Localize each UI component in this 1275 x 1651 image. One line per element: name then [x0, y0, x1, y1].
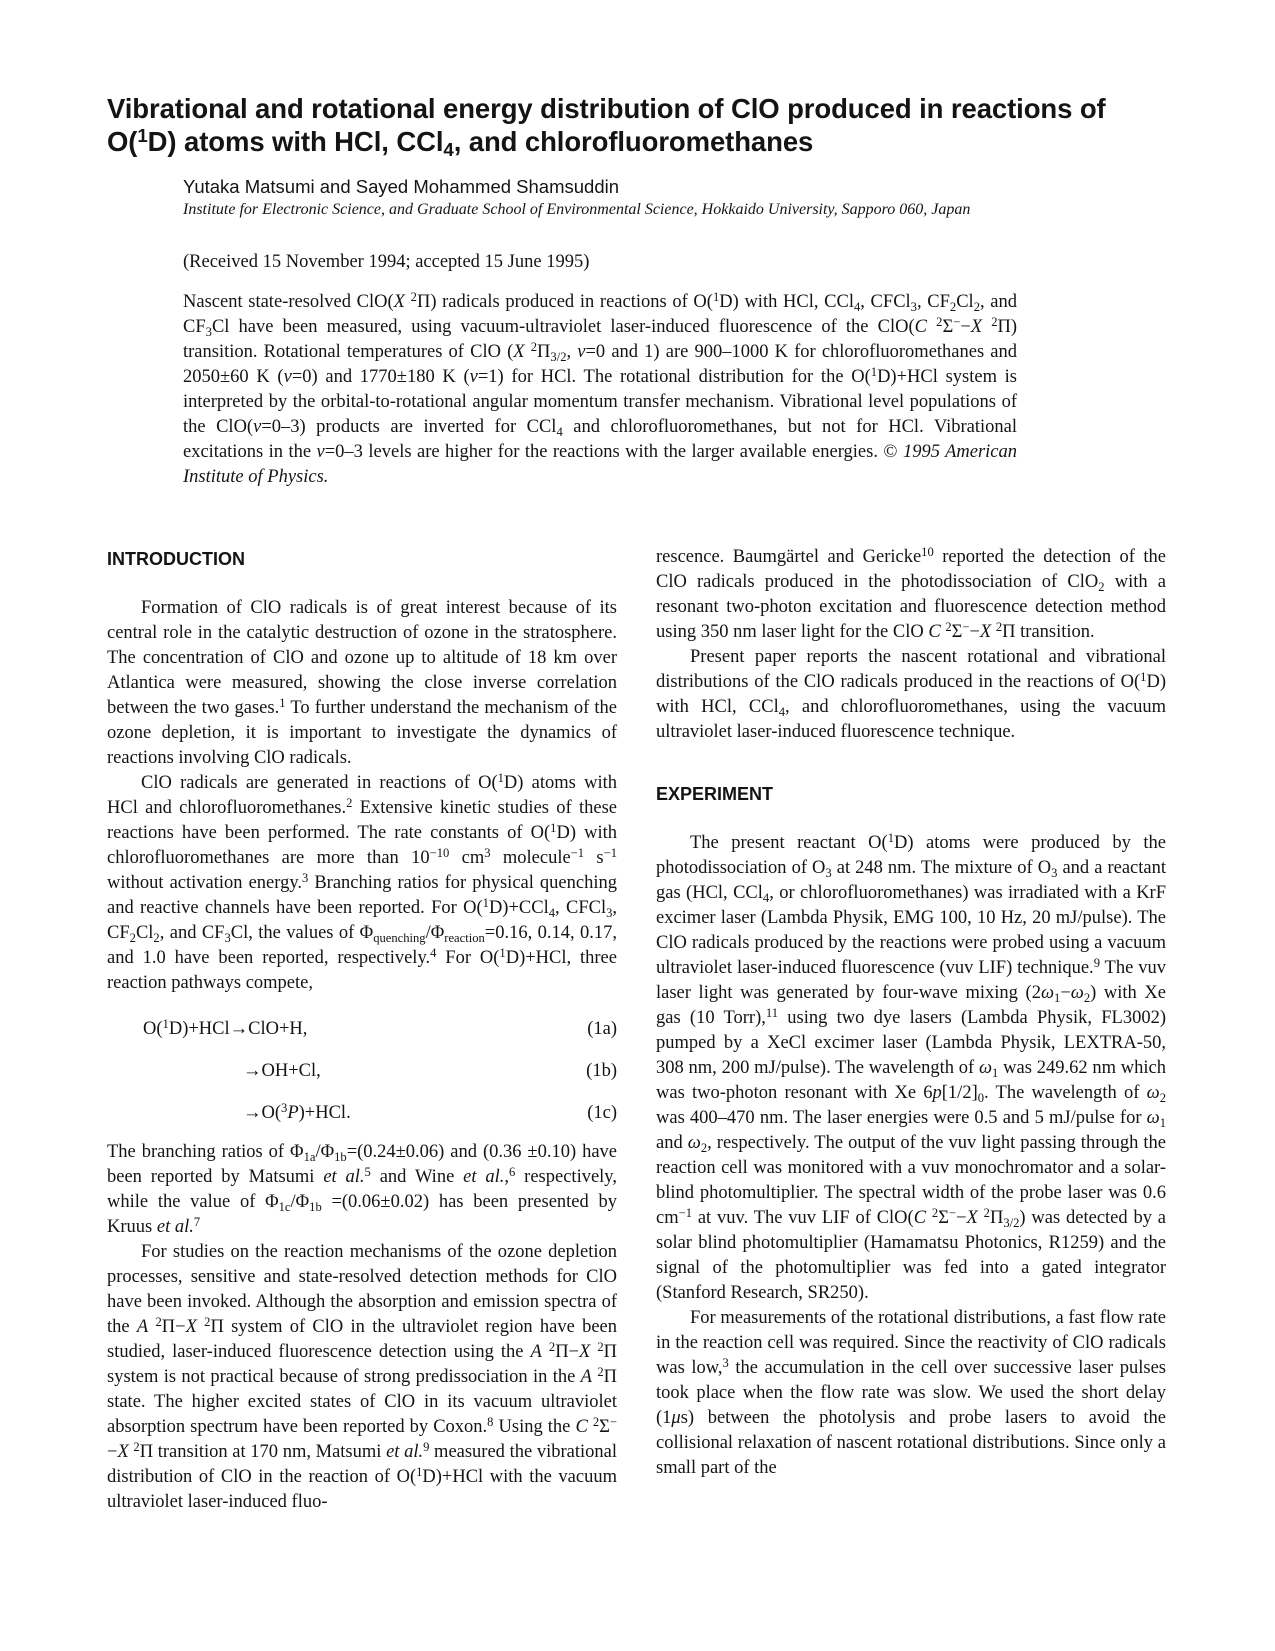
paragraph: For measurements of the rotational distributions, a fast flow rate in the reaction cell was required. Since the reactivity of ClO radicals was low,$^3$ the accumulation in the cell over successive laser pulses took place when the flow rate was slow. We used the short delay (1μs) between the photolysis and probe lasers to avoid the collisional relaxation of nascent rotational distributions. Since only a small part of the — [656, 1308, 1166, 1478]
paragraph: The branching ratios of $\Phi_{1a}/\Phi_{1b}=(0.24\pm 0.06)$ and (0.36 ±0.10) have been reported by Matsumi et al.$^5$ and Wine et al.,$^6$ respectively, while the value of $\Phi_{1c}/\Phi_{1b} =(0.06\pm 0.02)$ has been presented by Kruus et al.$^7$ — [107, 1142, 617, 1237]
section-heading-experiment: EXPERIMENT — [656, 784, 774, 804]
section-heading-introduction: INTRODUCTION — [107, 549, 245, 569]
paragraph: For studies on the reaction mechanisms of the ozone depletion processes, sensitive and state-resolved detection methods for ClO have been invoked. Although the absorption and emission spectra of the A $^2$Π−X $^2$Π system of ClO in the ultraviolet region have been studied, laser-induced fluorescence detection using the A $^2$Π−X $^2$Π system is not practical because of strong predissociation in the A $^2$Π state. The higher excited states of ClO in its vacuum ultraviolet absorption spectrum have been reported by Coxon.$^8$ Using the C $^2$Σ−−X $^2$Π transition at 170 nm, Matsumi et al.$^9$ measured the vibrational distribution of ClO in the reaction of O($^1$D)+HCl with the vacuum ultraviolet laser-induced fluo- — [107, 1242, 618, 1512]
equation-1b: →OH+Cl, (1b) — [243, 1061, 617, 1081]
paragraph: Present paper reports the nascent rotational and vibrational distributions of the ClO radicals produced in the reactions of O($^1$D) with HCl, CCl$_4$, and chlorofluoromethanes, using the vacuum ultraviolet laser-induced fluorescence technique. — [656, 647, 1166, 742]
paper-title: Vibrational and rotational energy distribution of ClO produced in reactions of O($^1$D) atoms with HCl, CCl$_4$, and chlorofluoromethanes — [107, 93, 1106, 161]
left-column — [107, 548, 617, 1515]
paragraph: ClO radicals are generated in reactions of O($^1$D) atoms with HCl and chlorofluoromethanes.$^2$ Extensive kinetic studies of these reactions have been performed. The rate constants of O($^1$D) with chlorofluoromethanes are more than $10^{-10}$ $cm^3$ molecule$^{-1}$ $s^{-1}$ without activation energy.$^3$ Branching ratios for physical quenching and reactive channels have been reported. For O($^1$D)+CCl$_4$, CFCl$_3$, $CF_2Cl_2$, and $CF_3Cl$, the values of $\Phi_{quenching}/\Phi_{reaction}=0.16$, 0.14, 0.17, and 1.0 have been reported, respectively.$^4$ For O($^1$D)+HCl, three reaction pathways compete, — [107, 770, 618, 993]
right-column — [656, 545, 1166, 1481]
equation-1a: O($^1$D)+HCl→ClO+H, (1a) — [143, 1016, 617, 1039]
authors: Yutaka Matsumi and Sayed Mohammed Shamsuddin — [183, 176, 620, 197]
copyright-notice: 1995 American Institute of Physics. — [183, 442, 1017, 487]
paragraph: Formation of ClO radicals is of great interest because of its central role in the catalytic destruction of ozone in the stratosphere. The concentration of ClO and ozone up to altitude of 18 km over Atlantica were measured, showing the close inverse correlation between the two gases.$^1$ To further understand the mechanism of the ozone depletion, it is important to investigate the dynamics of reactions involving ClO radicals. — [107, 598, 617, 768]
paragraph: rescence. Baumgärtel and Gericke$^{10}$ reported the detection of the ClO radicals produced in the photodissociation of ClO$_2$ with a resonant two-photon excitation and fluorescence detection method using 350 nm laser light for the ClO C $^2$Σ−−X $^2$Π transition. — [656, 544, 1166, 642]
abstract: Nascent state-resolved ClO(X $^2$Π) radicals produced in reactions of O($^1$D) with HCl, CCl$_4$, CFCl$_3$, $CF_2Cl_2$, and $CF_3Cl$ have been measured, using vacuum-ultraviolet laser-induced fluorescence of the ClO(C $^2$Σ−−X $^2$Π) transition. Rotational temperatures of ClO (X $^2\Pi_{3/2}$, v=0 and 1) are 900–1000 K for chlorofluoromethanes and 2050±60 K (v=0) and 1770±180 K (v=1) for HCl. The rotational distribution for the O($^1$D)+HCl system is interpreted by the orbital-to-rotational angular momentum transfer mechanism. Vibrational level populations of the ClO(v=0–3) products are inverted for CCl$_4$ and chlorofluoromethanes, but not for HCl. Vibrational excitations in the v=0–3 levels are higher for the reactions with the larger available energies. © 1995 American Institute of Physics. — [183, 289, 1018, 487]
paragraph: The present reactant O($^1$D) atoms were produced by the photodissociation of $O_3$ at 248 nm. The mixture of $O_3$ and a reactant gas (HCl, CCl$_4$, or chlorofluoromethanes) was irradiated with a KrF excimer laser (Lambda Physik, EMG 100, 10 Hz, 20 mJ/pulse). The ClO radicals produced by the reactions were probed using a vacuum ultraviolet laser-induced fluorescence (vuv LIF) technique.$^9$ The vuv laser light was generated by four-wave mixing $(2\omega_1-\omega_2)$ with Xe gas (10 Torr),$^{11}$ using two dye lasers (Lambda Physik, FL3002) pumped by a XeCl excimer laser (Lambda Physik, LEXTRA-50, 308 nm, 200 mJ/pulse). The wavelength of $\omega_1$ was 249.62 nm which was two-photon resonant with Xe $6p[1/2]_0$. The wavelength of $\omega_2$ was 400–470 nm. The laser energies were 0.5 and 5 mJ/pulse for $\omega_1$ and $\omega_2$, respectively. The output of the vuv light passing through the reaction cell was monitored with a vuv monochromator and a solar-blind photomultiplier. The spectral width of the probe laser was 0.6 $cm^{-1}$ at vuv. The vuv LIF of ClO(C $^2$Σ−−X $^2\Pi_{3/2}$) was detected by a solar blind photomultiplier (Hamamatsu Photonics, R1259) and the signal of the photomultiplier was fed into a gated integrator (Stanford Research, SR250). — [656, 830, 1167, 1303]
received-date: (Received 15 November 1994; accepted 15 June 1995) — [183, 252, 590, 272]
affiliation: Institute for Electronic Science, and Graduate School of Environmental Science, Hokkaido University, Sapporo 060, Japan — [183, 201, 971, 218]
equation-1c: →O($^3$P)+HCl. (1c) — [243, 1100, 617, 1123]
